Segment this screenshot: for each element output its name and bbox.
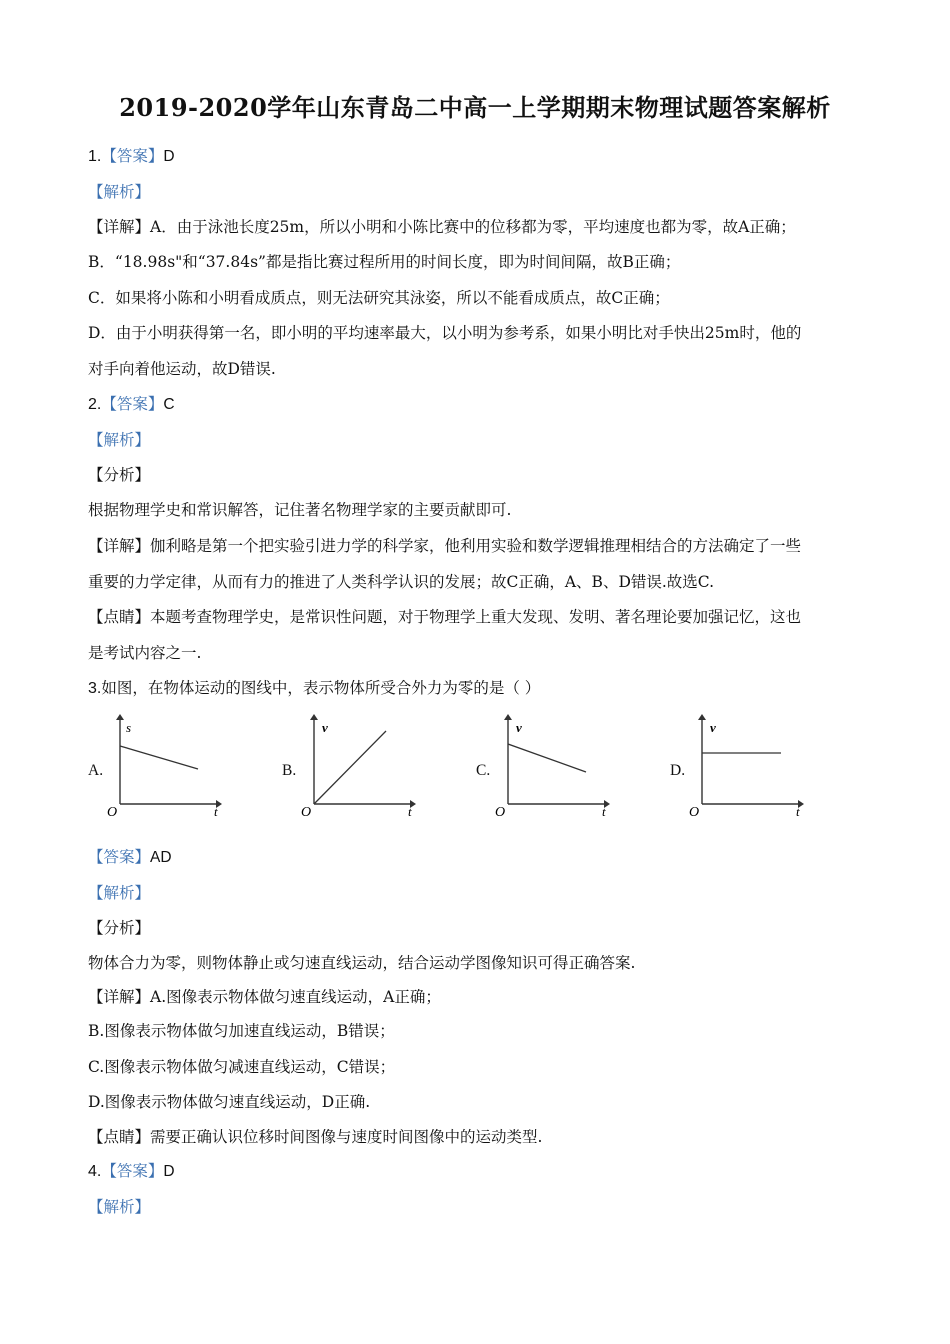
q2-line-3: 【详解】伽利略是第一个把实验引进力学的科学家，他利用实验和数学逻辑推理相结合的方法确定了一些 — [88, 537, 802, 555]
q2-line-5: 【点睛】本题考查物理学史，是常识性问题，对于物理学上重大发现、发明、著名理论要加强记忆，这也 — [88, 608, 802, 626]
q3-line-4: B.图像表示物体做匀加速直线运动，B错误； — [88, 1022, 395, 1040]
q3-line-7: 【点睛】需要正确认识位移时间图像与速度时间图像中的运动类型. — [88, 1128, 543, 1146]
q3-number: 3. — [88, 680, 102, 697]
q2-analysis-tag: 【解析】 — [88, 431, 151, 449]
q1-analysis-tag: 【解析】 — [88, 183, 151, 201]
q3-question: 如图，在物体运动的图线中，表示物体所受合外力为零的是（ ） — [101, 679, 541, 697]
graph-c-v-arrow — [504, 714, 512, 720]
graph-b-label: B. — [282, 762, 297, 779]
graph-d-xlabel: t — [796, 804, 800, 816]
q2-answer: C — [163, 396, 175, 413]
graph-d — [686, 712, 806, 816]
graph-a-xlabel: t — [214, 804, 218, 816]
graph-d-label: D. — [670, 762, 686, 779]
graph-b — [298, 712, 418, 816]
graph-c-line — [508, 744, 586, 772]
q1-number: 1. — [88, 148, 102, 165]
graph-a-line — [120, 746, 198, 769]
q1-line-4: D．由于小明获得第一名，即小明的平均速率最大，以小明为参考系，如果小明比对手快出25m时，他的 — [88, 324, 802, 342]
graph-b-origin: O — [301, 805, 312, 816]
q3-line-3: 【详解】A.图像表示物体做匀速直线运动，A正确； — [88, 988, 441, 1006]
q1-line-5: 对手向着他运动，故D错误. — [88, 360, 276, 378]
q3-line-2: 物体合力为零，则物体静止或匀速直线运动，结合运动学图像知识可得正确答案. — [88, 954, 636, 972]
graph-c-xlabel: t — [602, 804, 606, 816]
graph-b-xlabel: t — [408, 804, 412, 816]
graph-c-ylabel: v — [516, 720, 522, 735]
q4-analysis-tag: 【解析】 — [88, 1198, 151, 1216]
q3-line-5: C.图像表示物体做匀减速直线运动，C错误； — [88, 1058, 396, 1076]
graph-a-s-arrow — [116, 714, 124, 720]
q2-line-4: 重要的力学定律，从而有力的推进了人类科学认识的发展；故C正确，A、B、D错误.故选C. — [88, 573, 715, 591]
graph-c-label: C. — [476, 762, 491, 779]
graph-b-v-arrow — [310, 714, 318, 720]
q4-answer: D — [163, 1163, 175, 1180]
q1-answer: D — [163, 148, 175, 165]
page-title: 2019-2020学年山东青岛二中高一上学期期末物理试题答案解析 — [119, 93, 831, 122]
q1-answer-line — [88, 145, 868, 168]
q2-answer-tag: 【答案】 — [101, 395, 164, 413]
q2-line-1: 【分析】 — [88, 466, 151, 484]
graph-b-line — [314, 731, 386, 804]
q2-line-2: 根据物理学史和常识解答，记住著名物理学家的主要贡献即可. — [88, 501, 512, 519]
graph-a — [104, 712, 224, 816]
q3-line-6: D.图像表示物体做匀速直线运动，D正确. — [88, 1093, 371, 1111]
graph-a-ylabel: s — [126, 720, 132, 735]
q3-answer: AD — [150, 849, 172, 866]
q4-number: 4. — [88, 1163, 102, 1180]
q3-analysis-tag: 【解析】 — [88, 884, 151, 902]
q3-answer-line — [88, 846, 868, 869]
graph-c — [492, 712, 612, 816]
q2-number: 2. — [88, 396, 102, 413]
graph-c-origin: O — [495, 805, 506, 816]
graph-d-ylabel: v — [710, 720, 716, 735]
graph-d-origin: O — [689, 805, 700, 816]
q3-line-1: 【分析】 — [88, 919, 151, 937]
graph-d-v-arrow — [698, 714, 706, 720]
q1-line-3: C．如果将小陈和小明看成质点，则无法研究其泳姿，所以不能看成质点，故C正确； — [88, 289, 670, 307]
q4-answer-line — [88, 1160, 868, 1183]
q2-answer-line — [88, 393, 868, 416]
q1-line-1: 【详解】A．由于泳池长度25m，所以小明和小陈比赛中的位移都为零，平均速度也都为零，故A正确； — [88, 218, 796, 236]
q1-answer-tag: 【答案】 — [101, 147, 164, 165]
q3-question-line — [88, 677, 868, 700]
graph-b-ylabel: v — [322, 720, 328, 735]
graph-a-label: A. — [88, 762, 104, 779]
graph-a-origin: O — [107, 805, 118, 816]
q3-answer-tag: 【答案】 — [88, 848, 151, 866]
q2-line-6: 是考试内容之一. — [88, 644, 202, 662]
q1-line-2: B．“18.98s"和“37.84s”都是指比赛过程所用的时间长度，即为时间间隔，故B正确； — [88, 253, 681, 271]
q4-answer-tag: 【答案】 — [101, 1162, 164, 1180]
